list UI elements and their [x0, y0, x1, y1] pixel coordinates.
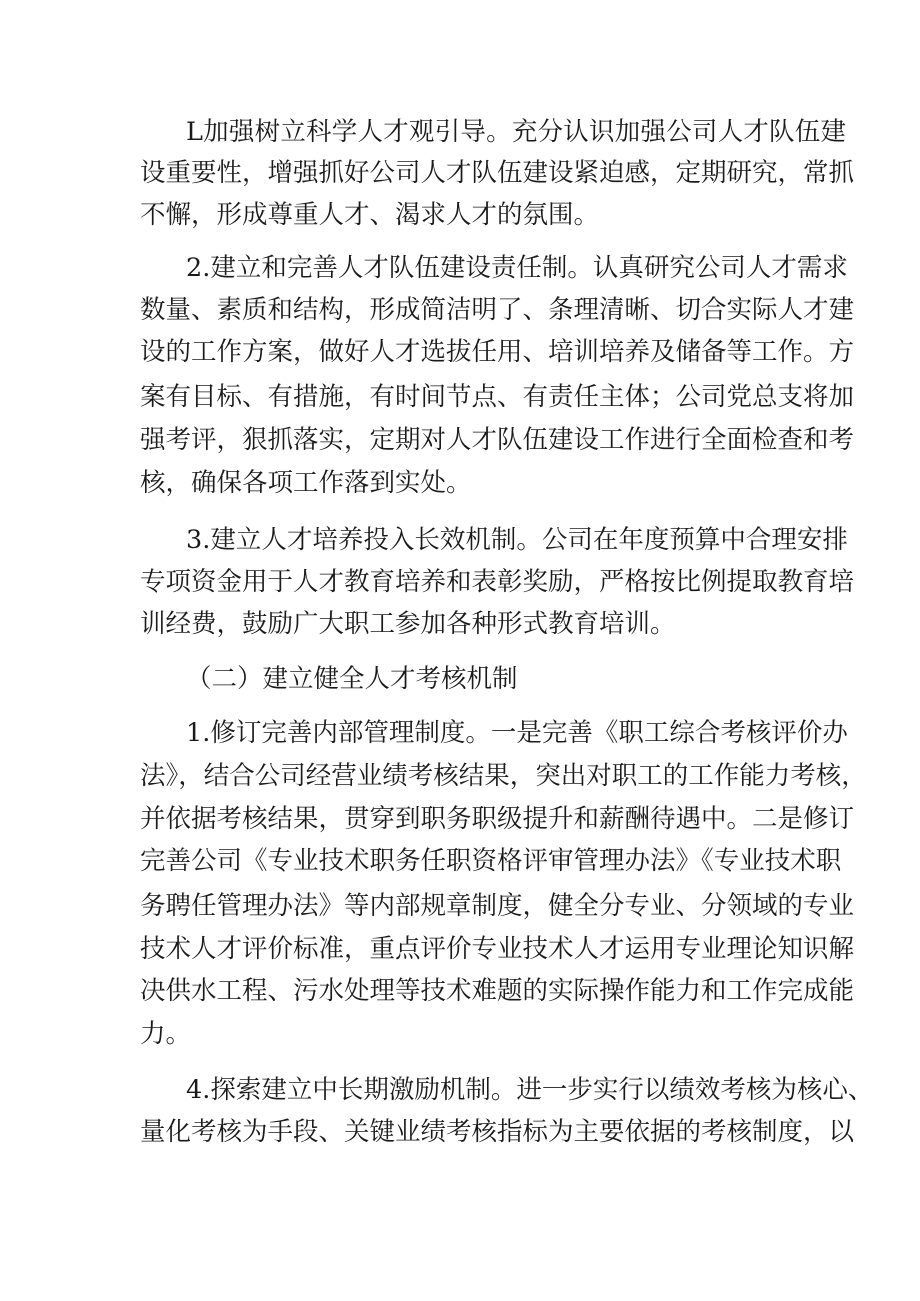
paragraph-4-line-3: 并依据考核结果，贯穿到职务职级提升和薪酬待遇中。二是修订: [140, 804, 855, 834]
paragraph-4-line-8: 力。: [140, 1019, 192, 1049]
paragraph-1-line-2: 设重要性，增强抓好公司人才队伍建设紧迫感，定期研究，常抓: [140, 158, 855, 188]
paragraph-2-line-5: 强考评，狠抓落实，定期对人才队伍建设工作进行全面检查和考: [140, 425, 855, 455]
paragraph-2-line-2: 数量、素质和结构，形成简洁明了、条理清晰、切合实际人才建: [140, 295, 855, 325]
paragraph-4-line-6: 技术人才评价标准，重点评价专业技术人才运用专业理论知识解: [140, 934, 855, 964]
paragraph-3-line-1: 3.建立人才培养投入长效机制。公司在年度预算中合理安排: [186, 525, 848, 555]
section-heading: （二）建立健全人才考核机制: [186, 664, 518, 694]
paragraph-5-line-1: 4.探索建立中长期激励机制。进一步实行以绩效考核为核心、: [186, 1075, 874, 1105]
paragraph-4-line-7: 决供水工程、污水处理等技术难题的实际操作能力和工作完成能: [140, 976, 855, 1006]
paragraph-2-line-4: 案有目标、有措施，有时间节点、有责任主体；公司党总支将加: [140, 382, 855, 412]
paragraph-4-line-2: 法》，结合公司经营业绩考核结果，突出对职工的工作能力考核，: [140, 761, 867, 791]
paragraph-1-line-1: L加强树立科学人才观引导。充分认识加强公司人才队伍建: [186, 117, 846, 147]
paragraph-2-line-1: 2.建立和完善人才队伍建设责任制。认真研究公司人才需求: [186, 253, 848, 283]
paragraph-4-line-1: 1.修订完善内部管理制度。一是完善《职工综合考核评价办: [186, 718, 848, 748]
paragraph-3-line-2: 专项资金用于人才教育培养和表彰奖励，严格按比例提取教育培: [140, 567, 855, 597]
paragraph-2-line-6: 核，确保各项工作落到实处。: [140, 468, 472, 498]
paragraph-4-line-4: 完善公司《专业技术职务任职资格评审管理办法》《专业技术职: [140, 846, 842, 876]
paragraph-1-line-3: 不懈，形成尊重人才、渴求人才的氛围。: [140, 200, 600, 230]
paragraph-4-line-5: 务聘任管理办法》等内部规章制度，健全分专业、分领域的专业: [140, 891, 855, 921]
paragraph-2-line-3: 设的工作方案，做好人才选拔任用、培训培养及储备等工作。方: [140, 337, 855, 367]
paragraph-5-line-2: 量化考核为手段、关键业绩考核指标为主要依据的考核制度，以: [140, 1117, 855, 1147]
paragraph-3-line-3: 训经费，鼓励广大职工参加各种形式教育培训。: [140, 609, 676, 639]
